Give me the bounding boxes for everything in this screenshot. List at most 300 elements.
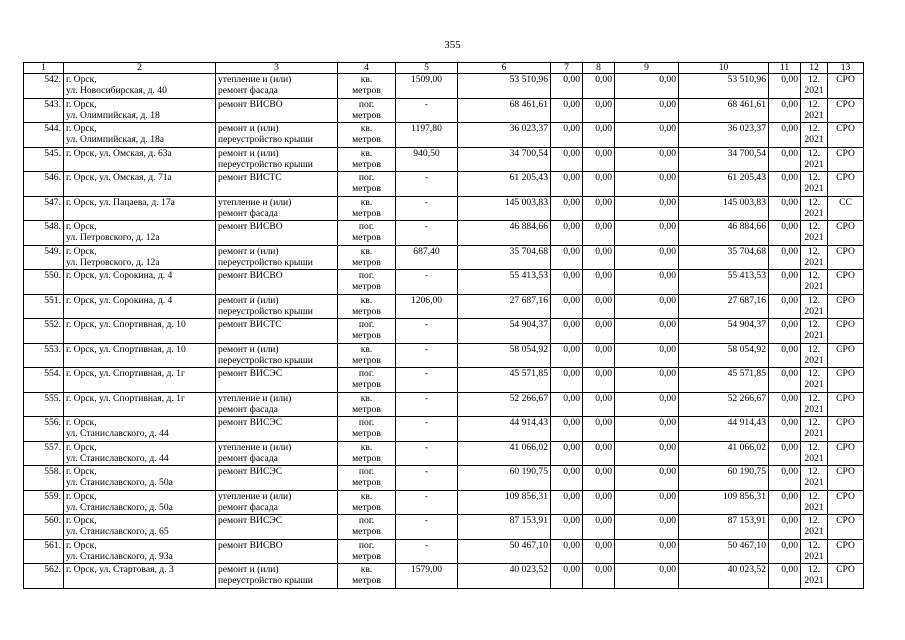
cell-c8: 0,00 bbox=[595, 270, 612, 281]
unit-cell bbox=[338, 245, 396, 270]
cell-year: 2021 bbox=[804, 85, 824, 96]
cell-total: 87 153,91 bbox=[509, 515, 548, 526]
address-cell bbox=[64, 196, 216, 221]
cost-col10-cell bbox=[679, 343, 769, 368]
cost-col7-cell bbox=[551, 343, 583, 368]
cell-c7: 0,00 bbox=[563, 98, 580, 110]
cell-month: 12. bbox=[808, 123, 820, 134]
cell-year: 2021 bbox=[804, 134, 824, 145]
cell-month: 12. bbox=[808, 417, 820, 428]
cell-qty: - bbox=[424, 172, 429, 183]
cell-c11: 0,00 bbox=[781, 74, 798, 85]
cost-col10-cell bbox=[679, 319, 769, 344]
column-header: 12 bbox=[801, 63, 828, 74]
quantity-cell bbox=[396, 319, 458, 344]
table-row bbox=[24, 221, 864, 246]
quantity-cell bbox=[396, 196, 458, 221]
row-number bbox=[24, 270, 64, 295]
cell-c11: 0,00 bbox=[781, 196, 798, 208]
column-header: 4 bbox=[338, 63, 396, 74]
cell-total: 27 687,16 bbox=[509, 294, 548, 306]
cell-qty: - bbox=[424, 319, 429, 330]
cell-method: СС bbox=[839, 196, 852, 208]
cell-total: 44 914,43 bbox=[509, 417, 548, 428]
cell-year: 2021 bbox=[804, 232, 824, 243]
cell-c8: 0,00 bbox=[595, 392, 612, 404]
deadline-cell bbox=[801, 515, 828, 540]
cell-unit2: метров bbox=[352, 281, 381, 292]
cell-c8: 0,00 bbox=[595, 147, 612, 159]
cell-method: СРО bbox=[836, 123, 855, 134]
cell-work2: ремонт фасада bbox=[218, 501, 278, 513]
method-cell bbox=[828, 368, 864, 393]
cell-method: СРО bbox=[836, 98, 855, 110]
cost-col7-cell bbox=[551, 294, 583, 319]
cell-c7: 0,00 bbox=[563, 221, 580, 232]
quantity-cell bbox=[396, 245, 458, 270]
cell-total: 55 413,53 bbox=[509, 270, 548, 281]
cell-addr1: г. Орск, ул. Спортивная, д. 10 bbox=[66, 319, 186, 330]
cell-method: СРО bbox=[836, 441, 855, 453]
unit-cell bbox=[338, 147, 396, 172]
cost-col11-cell bbox=[769, 417, 801, 442]
cost-col9-cell bbox=[615, 196, 679, 221]
cell-c11: 0,00 bbox=[781, 539, 798, 551]
cell-work1: ремонт ВИСЭС bbox=[218, 466, 283, 477]
row-number bbox=[24, 343, 64, 368]
cost-col8-cell bbox=[583, 245, 615, 270]
cost-col8-cell bbox=[583, 515, 615, 540]
cell-method: СРО bbox=[836, 172, 855, 183]
cell-unit1: пог. bbox=[358, 98, 375, 110]
cost-col8-cell bbox=[583, 368, 615, 393]
cell-work1: утепление и (или) bbox=[218, 74, 292, 85]
cell-c11: 0,00 bbox=[781, 221, 798, 232]
cost-col8-cell bbox=[583, 466, 615, 491]
row-number bbox=[24, 123, 64, 148]
cell-addr1: г. Орск, bbox=[66, 417, 97, 428]
cell-addr2: ул. Петровского, д. 12а bbox=[66, 232, 160, 243]
cell-method: СРО bbox=[836, 539, 855, 551]
cell-qty: - bbox=[424, 515, 429, 526]
cell-addr1: г. Орск, bbox=[66, 466, 97, 477]
cell-unit1: пог. bbox=[358, 319, 375, 330]
cell-c7: 0,00 bbox=[563, 294, 580, 306]
cost-col10-cell bbox=[679, 368, 769, 393]
cell-year: 2021 bbox=[804, 256, 824, 268]
cost-col8-cell bbox=[583, 196, 615, 221]
work-type-cell bbox=[216, 294, 338, 319]
deadline-cell bbox=[801, 319, 828, 344]
cell-c10: 61 205,43 bbox=[727, 172, 766, 183]
cell-unit1: кв. bbox=[360, 245, 373, 257]
cost-col11-cell bbox=[769, 270, 801, 295]
cell-c11: 0,00 bbox=[781, 466, 798, 477]
cost-col7-cell bbox=[551, 441, 583, 466]
row-number bbox=[24, 172, 64, 197]
cell-c11: 0,00 bbox=[781, 98, 798, 110]
work-type-cell bbox=[216, 417, 338, 442]
address-cell bbox=[64, 319, 216, 344]
cell-unit1: кв. bbox=[360, 74, 373, 85]
cell-total: 41 066,02 bbox=[509, 441, 548, 453]
cell-c8: 0,00 bbox=[595, 74, 612, 85]
cell-qty: 687,40 bbox=[413, 245, 440, 257]
cost-col9-cell bbox=[615, 466, 679, 491]
cell-work1: ремонт и (или) bbox=[218, 123, 279, 134]
cell-total: 52 266,67 bbox=[509, 392, 548, 404]
method-cell bbox=[828, 294, 864, 319]
address-cell bbox=[64, 343, 216, 368]
method-cell bbox=[828, 196, 864, 221]
cell-c9: 0,00 bbox=[659, 196, 676, 208]
cost-col9-cell bbox=[615, 392, 679, 417]
cell-addr2: ул. Станиславского, д. 93а bbox=[66, 550, 173, 562]
cell-c11: 0,00 bbox=[781, 343, 798, 355]
cell-c9: 0,00 bbox=[659, 392, 676, 404]
cell-qty: - bbox=[424, 98, 429, 110]
cell-addr1: г. Орск, bbox=[66, 245, 97, 257]
cell-c11: 0,00 bbox=[781, 270, 798, 281]
column-header: 10 bbox=[679, 63, 769, 74]
cell-n: 558. bbox=[44, 466, 61, 477]
column-header: 7 bbox=[551, 63, 583, 74]
deadline-cell bbox=[801, 490, 828, 515]
address-cell bbox=[64, 417, 216, 442]
address-cell bbox=[64, 123, 216, 148]
cell-unit2: метров bbox=[352, 330, 381, 341]
address-cell bbox=[64, 172, 216, 197]
cost-col8-cell bbox=[583, 392, 615, 417]
quantity-cell bbox=[396, 564, 458, 589]
cell-addr1: г. Орск, bbox=[66, 515, 97, 526]
table-row bbox=[24, 270, 864, 295]
cell-year: 2021 bbox=[804, 354, 824, 366]
cell-month: 12. bbox=[808, 490, 820, 502]
cost-col11-cell bbox=[769, 441, 801, 466]
cell-c8: 0,00 bbox=[595, 343, 612, 355]
cost-col8-cell bbox=[583, 147, 615, 172]
quantity-cell bbox=[396, 98, 458, 123]
cell-addr2: ул. Станиславского, д. 44 bbox=[66, 452, 169, 464]
cell-unit1: кв. bbox=[360, 490, 373, 502]
cell-n: 562. bbox=[44, 564, 61, 575]
quantity-cell bbox=[396, 490, 458, 515]
deadline-cell bbox=[801, 147, 828, 172]
method-cell bbox=[828, 245, 864, 270]
cost-col8-cell bbox=[583, 270, 615, 295]
total-cost-cell bbox=[458, 196, 551, 221]
cell-unit2: метров bbox=[352, 158, 381, 170]
address-cell bbox=[64, 221, 216, 246]
method-cell bbox=[828, 564, 864, 589]
row-number bbox=[24, 294, 64, 319]
row-number bbox=[24, 368, 64, 393]
row-number bbox=[24, 319, 64, 344]
table-row bbox=[24, 490, 864, 515]
deadline-cell bbox=[801, 294, 828, 319]
row-number bbox=[24, 147, 64, 172]
cell-total: 61 205,43 bbox=[509, 172, 548, 183]
cost-col10-cell bbox=[679, 270, 769, 295]
total-cost-cell bbox=[458, 515, 551, 540]
cost-col8-cell bbox=[583, 417, 615, 442]
cost-col8-cell bbox=[583, 490, 615, 515]
table-row bbox=[24, 564, 864, 589]
cell-method: СРО bbox=[836, 294, 855, 306]
cell-c7: 0,00 bbox=[563, 441, 580, 453]
cell-c11: 0,00 bbox=[781, 417, 798, 428]
cell-c9: 0,00 bbox=[659, 564, 676, 575]
cost-col7-cell bbox=[551, 172, 583, 197]
cost-col11-cell bbox=[769, 319, 801, 344]
total-cost-cell bbox=[458, 564, 551, 589]
cell-total: 54 904,37 bbox=[509, 319, 548, 330]
total-cost-cell bbox=[458, 74, 551, 99]
row-number bbox=[24, 441, 64, 466]
cell-method: СРО bbox=[836, 392, 855, 404]
unit-cell bbox=[338, 392, 396, 417]
unit-cell bbox=[338, 123, 396, 148]
work-type-cell bbox=[216, 245, 338, 270]
cell-year: 2021 bbox=[804, 403, 824, 415]
cell-qty: - bbox=[424, 490, 429, 502]
cost-col10-cell bbox=[679, 515, 769, 540]
total-cost-cell bbox=[458, 343, 551, 368]
cell-year: 2021 bbox=[804, 305, 824, 317]
cell-work2: переустройство крыши bbox=[218, 575, 313, 586]
cost-col7-cell bbox=[551, 368, 583, 393]
cell-unit2: метров bbox=[352, 134, 381, 145]
cost-col7-cell bbox=[551, 123, 583, 148]
method-cell bbox=[828, 417, 864, 442]
cell-addr1: г. Орск, ул. Пацаева, д. 17а bbox=[66, 196, 175, 208]
cost-col7-cell bbox=[551, 221, 583, 246]
cell-month: 12. bbox=[808, 466, 820, 477]
cell-month: 12. bbox=[808, 294, 820, 306]
cell-method: СРО bbox=[836, 74, 855, 85]
deadline-cell bbox=[801, 270, 828, 295]
address-cell bbox=[64, 392, 216, 417]
cell-work1: ремонт и (или) bbox=[218, 147, 279, 159]
cell-month: 12. bbox=[808, 441, 820, 453]
cell-year: 2021 bbox=[804, 330, 824, 341]
table-row bbox=[24, 245, 864, 270]
cell-unit2: метров bbox=[352, 428, 381, 439]
method-cell bbox=[828, 74, 864, 99]
column-header: 8 bbox=[583, 63, 615, 74]
quantity-cell bbox=[396, 368, 458, 393]
cell-qty: - bbox=[424, 343, 429, 355]
total-cost-cell bbox=[458, 270, 551, 295]
cost-col9-cell bbox=[615, 74, 679, 99]
total-cost-cell bbox=[458, 294, 551, 319]
cost-col11-cell bbox=[769, 515, 801, 540]
cell-month: 12. bbox=[808, 74, 820, 85]
cell-work1: утепление и (или) bbox=[218, 196, 292, 208]
work-type-cell bbox=[216, 564, 338, 589]
method-cell bbox=[828, 466, 864, 491]
unit-cell bbox=[338, 196, 396, 221]
cell-unit2: метров bbox=[352, 207, 381, 219]
cell-c8: 0,00 bbox=[595, 172, 612, 183]
address-cell bbox=[64, 147, 216, 172]
unit-cell bbox=[338, 270, 396, 295]
cell-year: 2021 bbox=[804, 452, 824, 464]
cell-c10: 35 704,68 bbox=[727, 245, 766, 257]
cell-c7: 0,00 bbox=[563, 147, 580, 159]
cell-unit1: кв. bbox=[360, 196, 373, 208]
cell-c10: 53 510,96 bbox=[727, 74, 766, 85]
unit-cell bbox=[338, 539, 396, 564]
cell-c9: 0,00 bbox=[659, 221, 676, 232]
cost-col9-cell bbox=[615, 294, 679, 319]
address-cell bbox=[64, 74, 216, 99]
cell-total: 58 054,92 bbox=[509, 343, 548, 355]
deadline-cell bbox=[801, 123, 828, 148]
cell-c11: 0,00 bbox=[781, 490, 798, 502]
cost-col11-cell bbox=[769, 490, 801, 515]
quantity-cell bbox=[396, 343, 458, 368]
cell-c7: 0,00 bbox=[563, 172, 580, 183]
cell-unit2: метров bbox=[352, 550, 381, 562]
cost-col8-cell bbox=[583, 564, 615, 589]
cell-addr1: г. Орск, bbox=[66, 123, 97, 134]
cost-col7-cell bbox=[551, 490, 583, 515]
total-cost-cell bbox=[458, 98, 551, 123]
cost-col7-cell bbox=[551, 417, 583, 442]
cell-c10: 45 571,85 bbox=[727, 368, 766, 379]
cell-qty: - bbox=[424, 368, 429, 379]
work-type-cell bbox=[216, 74, 338, 99]
page-number: 355 bbox=[444, 39, 461, 51]
cost-col10-cell bbox=[679, 172, 769, 197]
cell-addr1: г. Орск, ул. Спортивная, д. 10 bbox=[66, 343, 186, 355]
total-cost-cell bbox=[458, 466, 551, 491]
cost-col11-cell bbox=[769, 539, 801, 564]
cost-col9-cell bbox=[615, 417, 679, 442]
cost-col11-cell bbox=[769, 294, 801, 319]
cell-addr2: ул. Станиславского, д. 65 bbox=[66, 526, 169, 537]
cell-qty: - bbox=[424, 466, 429, 477]
cost-col7-cell bbox=[551, 564, 583, 589]
cell-c7: 0,00 bbox=[563, 319, 580, 330]
cell-c9: 0,00 bbox=[659, 98, 676, 110]
cell-unit1: пог. bbox=[358, 515, 375, 526]
cell-year: 2021 bbox=[804, 526, 824, 537]
cell-qty: 1509,00 bbox=[410, 74, 443, 85]
cell-addr1: г. Орск, bbox=[66, 539, 97, 551]
cell-c8: 0,00 bbox=[595, 368, 612, 379]
cell-total: 50 467,10 bbox=[509, 539, 548, 551]
cell-total: 145 003,83 bbox=[504, 196, 548, 208]
cost-col10-cell bbox=[679, 98, 769, 123]
cell-addr1: г. Орск, ул. Спортивная, д. 1г bbox=[66, 368, 185, 379]
cost-col11-cell bbox=[769, 245, 801, 270]
cell-work1: ремонт ВИСВО bbox=[218, 98, 283, 110]
cell-qty: 1206,00 bbox=[410, 294, 443, 306]
cell-c7: 0,00 bbox=[563, 466, 580, 477]
cost-col7-cell bbox=[551, 98, 583, 123]
cell-c9: 0,00 bbox=[659, 123, 676, 134]
cell-total: 35 704,68 bbox=[509, 245, 548, 257]
cell-n: 549. bbox=[44, 245, 61, 257]
work-type-cell bbox=[216, 172, 338, 197]
method-cell bbox=[828, 343, 864, 368]
cell-c9: 0,00 bbox=[659, 343, 676, 355]
cell-c10: 44 914,43 bbox=[727, 417, 766, 428]
cell-qty: - bbox=[424, 417, 429, 428]
quantity-cell bbox=[396, 147, 458, 172]
cost-col9-cell bbox=[615, 343, 679, 368]
cell-c8: 0,00 bbox=[595, 294, 612, 306]
cell-unit2: метров bbox=[352, 501, 381, 513]
cell-c10: 60 190,75 bbox=[727, 466, 766, 477]
cell-work1: ремонт ВИСВО bbox=[218, 539, 283, 551]
cell-work1: утепление и (или) bbox=[218, 441, 292, 453]
cell-year: 2021 bbox=[804, 207, 824, 219]
cell-total: 40 023,52 bbox=[509, 564, 548, 575]
cost-col8-cell bbox=[583, 441, 615, 466]
column-header: 13 bbox=[828, 63, 864, 74]
cell-work2: переустройство крыши bbox=[218, 158, 313, 170]
cell-c7: 0,00 bbox=[563, 490, 580, 502]
deadline-cell bbox=[801, 221, 828, 246]
cell-c8: 0,00 bbox=[595, 98, 612, 110]
quantity-cell bbox=[396, 221, 458, 246]
cell-work2: переустройство крыши bbox=[218, 134, 313, 145]
cost-col11-cell bbox=[769, 98, 801, 123]
cost-col8-cell bbox=[583, 172, 615, 197]
table-row bbox=[24, 343, 864, 368]
cell-c10: 68 461,61 bbox=[727, 98, 766, 110]
cell-c9: 0,00 bbox=[659, 417, 676, 428]
cell-month: 12. bbox=[808, 343, 820, 355]
cell-method: СРО bbox=[836, 368, 855, 379]
cost-col10-cell bbox=[679, 221, 769, 246]
cell-month: 12. bbox=[808, 245, 820, 257]
cell-total: 45 571,85 bbox=[509, 368, 548, 379]
cell-c10: 36 023,37 bbox=[727, 123, 766, 134]
deadline-cell bbox=[801, 196, 828, 221]
cell-c7: 0,00 bbox=[563, 245, 580, 257]
cell-n: 555. bbox=[44, 392, 61, 404]
cost-col10-cell bbox=[679, 196, 769, 221]
cost-col8-cell bbox=[583, 123, 615, 148]
cell-work1: ремонт ВИСВО bbox=[218, 270, 283, 281]
cell-n: 542. bbox=[44, 74, 61, 85]
cell-qty: - bbox=[424, 539, 429, 551]
cell-total: 36 023,37 bbox=[509, 123, 548, 134]
cell-work1: ремонт ВИСТС bbox=[218, 319, 282, 330]
cell-c11: 0,00 bbox=[781, 294, 798, 306]
cell-c11: 0,00 bbox=[781, 515, 798, 526]
cell-c11: 0,00 bbox=[781, 147, 798, 159]
cell-unit2: метров bbox=[352, 109, 381, 121]
cell-addr1: г. Орск, bbox=[66, 74, 97, 85]
address-cell bbox=[64, 270, 216, 295]
column-header: 5 bbox=[396, 63, 458, 74]
cell-unit1: кв. bbox=[360, 147, 373, 159]
cell-addr1: г. Орск, bbox=[66, 98, 97, 110]
cell-c8: 0,00 bbox=[595, 564, 612, 575]
deadline-cell bbox=[801, 392, 828, 417]
cell-c8: 0,00 bbox=[595, 466, 612, 477]
cell-year: 2021 bbox=[804, 281, 824, 292]
cell-month: 12. bbox=[808, 392, 820, 404]
cell-work1: ремонт ВИСЭС bbox=[218, 417, 283, 428]
cell-unit1: кв. bbox=[360, 392, 373, 404]
